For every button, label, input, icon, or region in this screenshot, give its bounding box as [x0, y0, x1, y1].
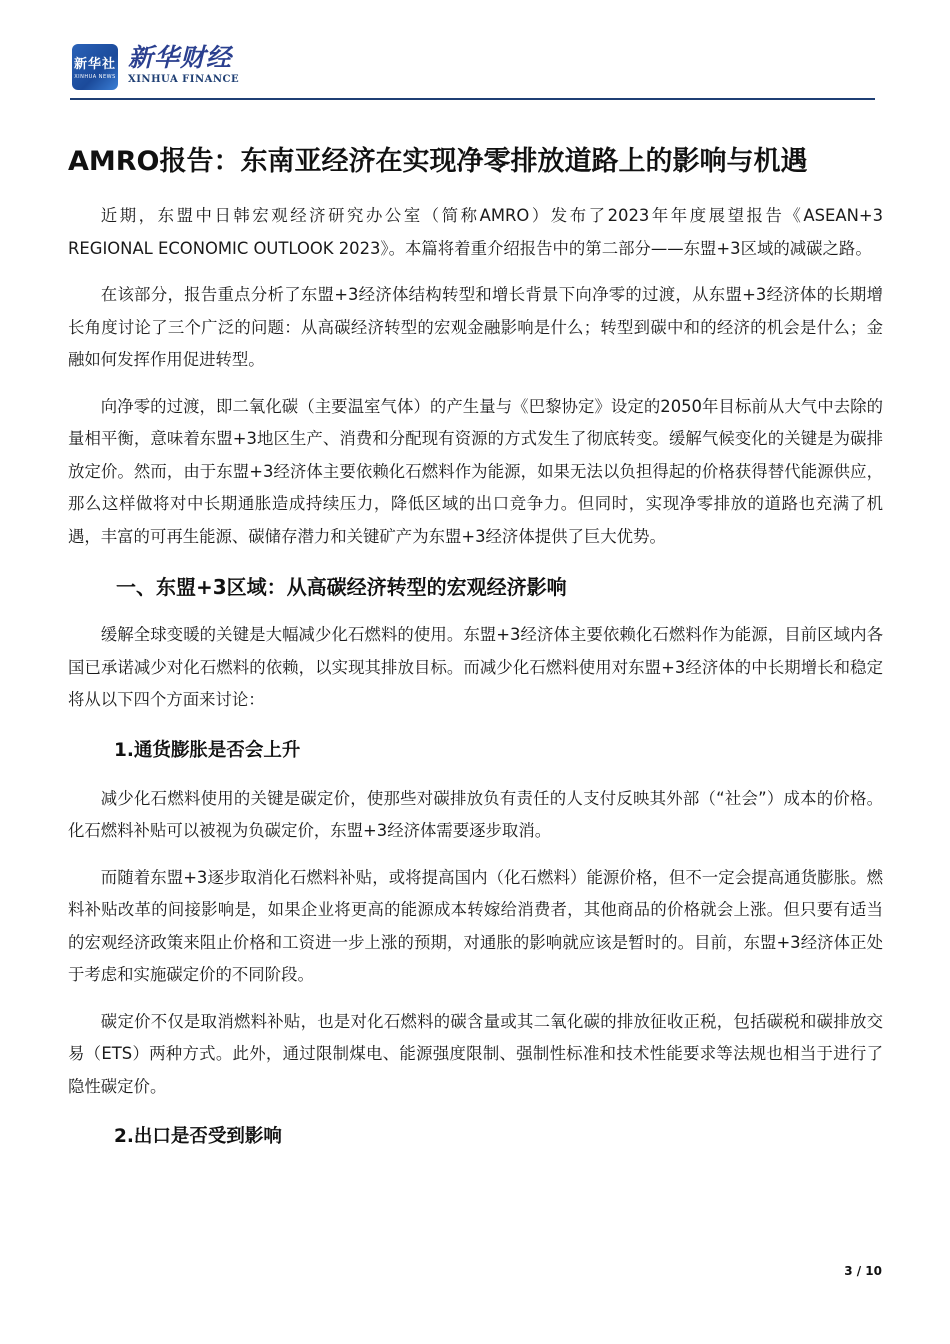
logo-en-text: XINHUA NEWS	[74, 74, 116, 80]
subsection-heading: 1.通货膨胀是否会上升	[114, 739, 301, 761]
page-header	[70, 40, 875, 100]
paragraph: 减少化石燃料使用的关键是碳定价，使那些对碳排放负有责任的人支付反映其外部（“社会”）成本的价格。化石燃料补贴可以被视为负碳定价，东盟+3经济体需要逐步取消。	[68, 788, 883, 840]
paragraph: 碳定价不仅是取消燃料补贴，也是对化石燃料的碳含量或其二氧化碳的排放征收正税，包括碳税和碳排放交易（ETS）两种方式。此外，通过限制煤电、能源强度限制、强制性标准和技术性能要求等法规也相当于进行了隐性碳定价。	[68, 1011, 883, 1096]
paragraph: 而随着东盟+3逐步取消化石燃料补贴，或将提高国内（化石燃料）能源价格，但不一定会提高通货膨胀。燃料补贴改革的间接影响是，如果企业将更高的能源成本转嫁给消费者，其他商品的价格就会上涨。但只要有适当的宏观经济政策来阻止价格和工资进一步上涨的预期，对通胀的影响就应该是暂时的。目前，东盟+3经济体正处于考虑和实施碳定价的不同阶段。	[68, 867, 883, 984]
paragraph: 向净零的过渡，即二氧化碳（主要温室气体）的产生量与《巴黎协定》设定的2050年目标前从大气中去除的量相平衡，意味着东盟+3地区生产、消费和分配现有资源的方式发生了彻底转变。缓解气候变化的关键是为碳排放定价。然而，由于东盟+3经济体主要依赖化石燃料作为能源，如果无法以负担得起的价格获得替代能源供应，那么这样做将对中长期通胀造成持续压力，降低区域的出口竞争力。但同时，实现净零排放的道路也充满了机遇，丰富的可再生能源、碳储存潜力和关键矿产为东盟+3经济体提供了巨大优势。	[68, 396, 883, 546]
section-heading: 一、东盟+3区域：从高碳经济转型的宏观经济影响	[116, 575, 567, 599]
brand-en: XINHUA FINANCE	[128, 74, 240, 85]
page-number: 3 / 10	[844, 1264, 882, 1278]
logo-cn-text: 新华社	[73, 57, 116, 72]
paragraph: 近期，东盟中日韩宏观经济研究办公室（简称AMRO）发布了2023年年度展望报告《ASEAN+3 REGIONAL ECONOMIC OUTLOOK 2023》。本篇将着重介绍报告中的第二部分——东盟+3区域的减碳之路。	[68, 206, 883, 258]
paragraph: 在该部分，报告重点分析了东盟+3经济体结构转型和增长背景下向净零的过渡，从东盟+3经济体的长期增长角度讨论了三个广泛的问题：从高碳经济转型的宏观金融影响是什么；转型到碳中和的经济的机会是什么；金融如何发挥作用促进转型。	[68, 285, 883, 369]
paragraph: 缓解全球变暖的关键是大幅减少化石燃料的使用。东盟+3经济体主要依赖化石燃料作为能源，目前区域内各国已承诺减少对化石燃料的依赖，以实现其排放目标。而减少化石燃料使用对东盟+3经济体的中长期增长和稳定将从以下四个方面来讨论：	[68, 625, 883, 709]
subsection-heading: 2.出口是否受到影响	[114, 1126, 282, 1147]
article-body	[68, 200, 883, 1169]
xinhua-logo	[72, 44, 118, 90]
brand-wordmark	[128, 44, 278, 85]
brand-cn: 新华财经	[128, 43, 233, 72]
article-title: AMRO报告：东南亚经济在实现净零排放道路上的影响与机遇	[68, 146, 808, 177]
